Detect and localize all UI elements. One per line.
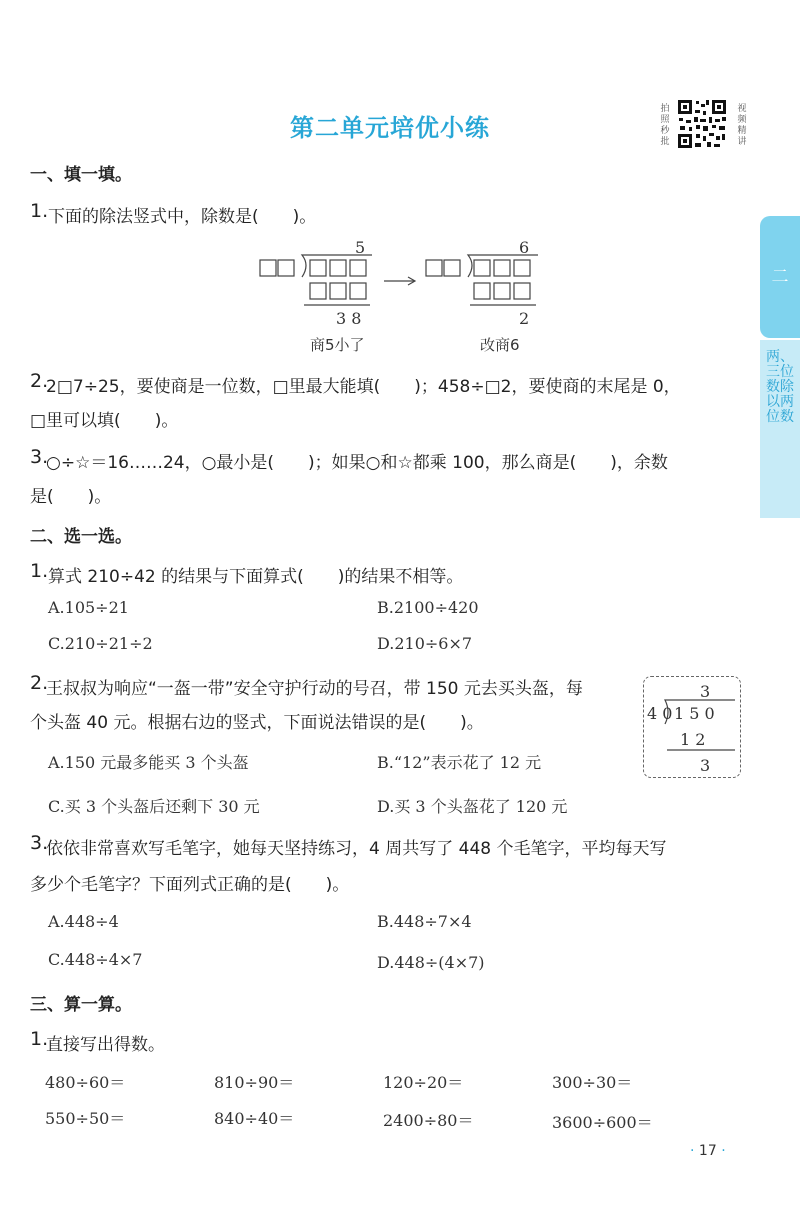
option-b[interactable]: B.448÷7×4 — [377, 912, 472, 931]
qr-code-icon[interactable] — [676, 98, 728, 150]
question-number: 1. — [30, 560, 49, 582]
question-text: 2□7÷25，要使商是一位数，□里最大能填( )；458÷□2，要使商的末尾是 0， — [46, 377, 681, 397]
option-d[interactable]: D.210÷6×7 — [377, 634, 473, 653]
question-text: 是( )。 — [30, 487, 112, 507]
option-a[interactable]: A.105÷21 — [48, 598, 129, 617]
section-heading-calc: 三、算一算。 — [30, 995, 132, 1015]
question-number: 2. — [30, 370, 49, 392]
box-divisor: 4 0 — [647, 704, 673, 723]
option-c[interactable]: C.210÷21÷2 — [48, 634, 153, 653]
division-lines — [643, 676, 741, 778]
question-text: 依依非常喜欢写毛笔字，她每天坚持练习，4 周共写了 448 个毛笔字，平均每天写 — [46, 839, 667, 859]
page-number: · 17 · — [690, 1143, 726, 1159]
box-quotient: 3 — [700, 682, 711, 701]
calc-item: 550÷50＝ — [45, 1109, 126, 1128]
page-title: 第二单元培优小练 — [290, 114, 490, 142]
left-caption: 商5小了 — [310, 336, 365, 354]
question-text: 直接写出得数。 — [46, 1035, 165, 1055]
calc-item: 2400÷80＝ — [383, 1111, 474, 1130]
calc-item: 480÷60＝ — [45, 1073, 126, 1092]
option-d[interactable]: D.买 3 个头盔花了 120 元 — [377, 797, 568, 816]
question-number: 1. — [30, 1028, 49, 1050]
page-number-value: 17 — [698, 1143, 717, 1159]
calc-item: 120÷20＝ — [383, 1073, 464, 1092]
qr-left-label: 拍照秒批 — [660, 104, 670, 147]
question-text: 多少个毛笔字？下面列式正确的是( )。 — [30, 875, 350, 895]
box-remainder: 3 — [700, 756, 711, 775]
question-number: 2. — [30, 672, 49, 694]
left-quotient: 5 — [355, 238, 366, 257]
question-text: ○÷☆＝16……24，○最小是( )；如果○和☆都乘 100，那么商是( )，余数 — [46, 453, 668, 473]
right-remainder: 2 — [519, 309, 530, 328]
right-caption: 改商6 — [480, 336, 520, 354]
question-text: 个头盔 40 元。根据右边的竖式，下面说法错误的是( )。 — [30, 713, 484, 733]
question-number: 3. — [30, 832, 49, 854]
calc-item: 840÷40＝ — [214, 1109, 295, 1128]
question-text: 王叔叔为响应“一盔一带”安全守护行动的号召，带 150 元去买头盔，每 — [46, 679, 583, 699]
question-text: 下面的除法竖式中，除数是( )。 — [48, 207, 317, 227]
chapter-label: 两、三位数除以两位数 — [766, 349, 794, 425]
option-b[interactable]: B.2100÷420 — [377, 598, 479, 617]
right-quotient: 6 — [519, 238, 530, 257]
section-heading-choose: 二、选一选。 — [30, 527, 132, 547]
option-b[interactable]: B.“12”表示花了 12 元 — [377, 753, 542, 772]
option-a[interactable]: A.448÷4 — [48, 912, 119, 931]
box-product: 1 2 — [680, 730, 706, 749]
calc-item: 300÷30＝ — [552, 1073, 633, 1092]
calc-item: 810÷90＝ — [214, 1073, 295, 1092]
option-c[interactable]: C.448÷4×7 — [48, 950, 143, 969]
option-c[interactable]: C.买 3 个头盔后还剩下 30 元 — [48, 797, 260, 816]
question-number: 1. — [30, 200, 49, 222]
calc-item: 3600÷600＝ — [552, 1113, 653, 1132]
question-number: 3. — [30, 446, 49, 468]
question-text: 算式 210÷42 的结果与下面算式( )的结果不相等。 — [48, 567, 464, 587]
left-remainder: 3 8 — [336, 309, 362, 328]
question-text: □里可以填( )。 — [30, 411, 179, 431]
section-heading-fill: 一、填一填。 — [30, 165, 132, 185]
option-d[interactable]: D.448÷(4×7) — [377, 953, 485, 972]
option-a[interactable]: A.150 元最多能买 3 个头盔 — [48, 753, 249, 772]
box-dividend: 1 5 0 — [674, 704, 715, 723]
unit-tab-label: 二 — [771, 267, 789, 287]
qr-right-label: 视频精讲 — [737, 104, 747, 147]
division-diagrams — [250, 235, 550, 335]
